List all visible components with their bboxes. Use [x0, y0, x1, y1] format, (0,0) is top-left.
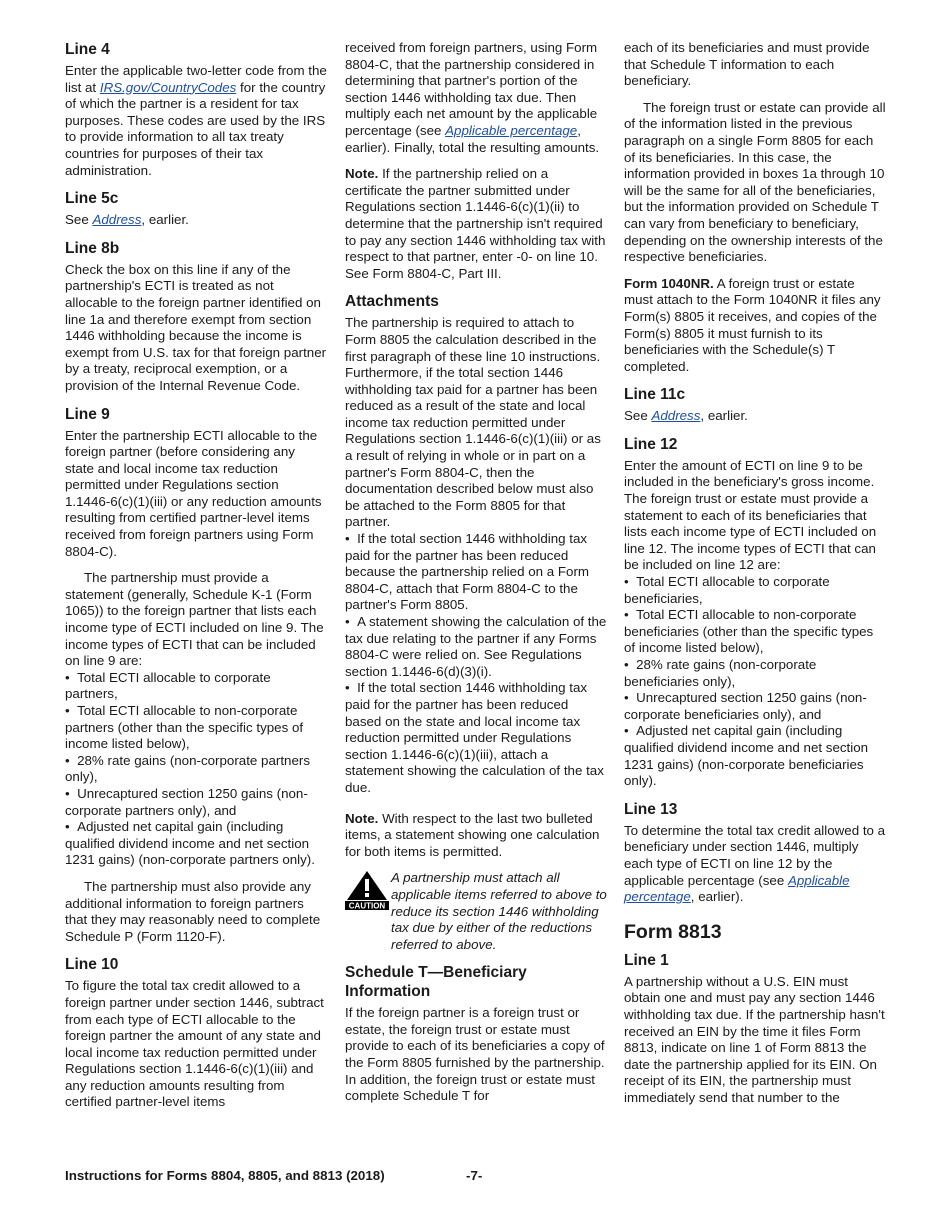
heading-line-9: Line 9	[65, 405, 110, 423]
line-11c-text	[624, 408, 886, 425]
attachments-paragraph-1: The partnership is required to attach to Form 8805 the calculation described in the first paragraph of these line 10 instructions. Furthermore, if the total section 1446 withholding tax paid for a partner has been reduced as a result of the state and local income tax reduction permitted under Regulations section 1.1446-6(c)(1)(iii) or as a result of relying in whole or in part on a partner's Form 8804-C, then the documentation described below must also be attached to the Form 8805 for that partner.	[345, 315, 601, 530]
line-9-bullet: • Adjusted net capital gain (including qualified dividend income and net section 1231 gains) (non-corporate partners only).	[65, 819, 327, 869]
note-1-label: Note.	[345, 166, 379, 182]
line-13-post: , earlier).	[690, 889, 744, 905]
line-12-bullet: • Total ECTI allocable to non-corporate beneficiaries (other than the specific types of income listed below),	[624, 607, 886, 657]
heading-schedule-t: Schedule T—Beneficiary Information	[345, 964, 527, 1001]
line-10-cont-pre: received from foreign partners, using Form 8804-C, that the partnership considered in determining that partner's portion of the section 1446 withholding tax due. Then multiply each net amount by the applicable percentage (see	[345, 40, 598, 138]
line-9-paragraph-3: The partnership must also provide any additional information to foreign partners that they may reasonably need to complete Schedule P (Form 1120-F).	[65, 878, 321, 944]
applicable-percentage-link[interactable]: Applicable percentage	[624, 872, 850, 905]
heading-line-13: Line 13	[624, 800, 678, 818]
heading-form-8813: Form 8813	[624, 920, 722, 943]
note-1	[345, 166, 607, 282]
note-1-text: If the partnership relied on a certificate the partner submitted under Regulations section 1.1446-6(c)(1)(ii) to determine that the partnership isn't required to pay any section 1446 withholding tax with respect to that partner, enter -0- on line 10. See Form 8804-C, Part III.	[345, 166, 606, 281]
page-number: -7-	[466, 1168, 483, 1183]
line-9-bullet: • 28% rate gains (non-corporate partners only),	[65, 753, 327, 786]
schedule-t-paragraph-1: If the foreign partner is a foreign trust or estate, the foreign trust or estate must provide to each of its beneficiaries a copy of the Form 8805 furnished by the partnership. In addition, the foreign trust or estate must complete Schedule T for	[345, 1005, 605, 1104]
heading-form-8813-line-1: Line 1	[624, 951, 669, 969]
heading-line-8b: Line 8b	[65, 239, 120, 257]
form-1040nr-paragraph	[624, 276, 886, 376]
caution-text: A partnership must attach all applicable items referred to above to reduce its section 1446 withholding tax due by either of the reductions referred to above.	[391, 870, 607, 952]
line-8b-text: Check the box on this line if any of the partnership's ECTI is treated as not allocable to the foreign partner identified on line 1a and therefore exempt from section 1446 withholding because the income is exempt from U.S. tax for that foreign partner by a treaty, reciprocal exemption, or a provision of the Internal Revenue Code.	[65, 261, 327, 393]
line-13-pre: To determine the total tax credit allowed to a beneficiary under section 1446, multiply each type of ECTI on line 12 by the applicable percentage (see	[624, 822, 886, 888]
line-9-bullet: • Unrecaptured section 1250 gains (non-corporate partners only), and	[65, 786, 327, 819]
line-9-bullet: • Total ECTI allocable to non-corporate partners (other than the specific types of income listed below),	[65, 703, 327, 753]
line-13-text	[624, 823, 886, 906]
heading-line-5c: Line 5c	[65, 190, 119, 208]
schedule-t-paragraph-2: The foreign trust or estate can provide all of the information listed in the previous paragraph on a single Form 8805 for each of its beneficiaries. In this case, the information provided in boxes 1a through 10 will be the same for all of the beneficiaries, but the information provided on Schedule T can vary from beneficiary to beneficiary, depending on the ownership interests of the respective beneficiaries.	[624, 99, 886, 265]
line-9-paragraph-1: Enter the partnership ECTI allocable to the foreign partner (before considering any state and local income tax reduction permitted under Regulations section 1.1446-6(c)(1)(iii) or any reduction amounts resulting from certified partner-level items received from foreign partners using Form 8804-C).	[65, 427, 322, 559]
address-link[interactable]: Address	[92, 212, 142, 228]
note-2-label: Note.	[345, 810, 379, 826]
schedule-t-continued: each of its beneficiaries and must provide that Schedule T information to each beneficiary.	[624, 40, 870, 89]
caution-icon	[345, 870, 391, 953]
applicable-percentage-link[interactable]: Applicable percentage	[445, 122, 578, 138]
line-9-paragraph-2: The partnership must provide a statement (generally, Schedule K-1 (Form 1065)) to the foreign partner that lists each income type of ECTI included on line 9. The income types of ECTI that can be included on line 9 are:	[65, 570, 324, 669]
line-12-bullet: • Total ECTI allocable to corporate beneficiaries,	[624, 574, 886, 607]
heading-line-10: Line 10	[65, 956, 119, 974]
caution-label: CAUTION	[348, 901, 386, 911]
heading-attachments: Attachments	[345, 293, 439, 311]
line-10-cont-post: , earlier). Finally, total the resulting amounts.	[345, 122, 600, 155]
line-12-bullet: • 28% rate gains (non-corporate beneficiaries only),	[624, 657, 886, 690]
line-11c-pre: See	[624, 408, 652, 424]
footer-title: Instructions for Forms 8804, 8805, and 8813 (2018)	[65, 1168, 385, 1183]
line-12-paragraph-1: Enter the amount of ECTI on line 9 to be included in the beneficiary's gross income. The foreign trust or estate must provide a statement to each of its beneficiaries that lists each income type of ECTI included on line 12. The income types of ECTI that can be included on line 12 are:	[624, 457, 877, 573]
form-1040nr-text: A foreign trust or estate must attach to the Form 1040NR it files any Form(s) 8805 it receives, and copies of the Form(s) 8805 it must furnish to its beneficiaries with the Schedule(s) T completed.	[624, 275, 881, 374]
line-12-bullet: • Adjusted net capital gain (including qualified dividend income and net section 1231 gains) (non-corporate beneficiaries only).	[624, 723, 886, 789]
column-1	[65, 40, 327, 1111]
line-5c-pre: See	[65, 212, 93, 228]
caution-triangle-icon	[345, 870, 389, 910]
country-codes-link[interactable]: IRS.gov/CountryCodes	[99, 79, 237, 95]
line-10-continued	[345, 40, 607, 156]
note-2	[345, 811, 607, 861]
column-2	[345, 40, 607, 1105]
note-2-text: With respect to the last two bulleted items, a statement showing one calculation for both items is permitted.	[345, 810, 600, 859]
line-12-bullet: • Unrecaptured section 1250 gains (non-corporate beneficiaries only), and	[624, 690, 886, 723]
line-5c-post: , earlier.	[141, 212, 189, 228]
column-3	[624, 40, 886, 1106]
line-4-text	[65, 63, 327, 179]
line-4-text-post: for the country of which the partner is a resident for tax purposes. These codes are used by the IRS to provide information to all tax treaty countries for purposes of their tax administration.	[65, 79, 326, 178]
heading-line-12: Line 12	[624, 435, 678, 453]
line-11c-post: , earlier.	[700, 408, 748, 424]
attachments-bullet: • A statement showing the calculation of the tax due relating to the partner if any Forms 8804-C were relied on. See Regulations section 1.1446-6(d)(3)(i).	[345, 614, 607, 680]
line-4-text-pre: Enter the applicable two-letter code from the list at	[65, 63, 327, 95]
line-9-bullet: • Total ECTI allocable to corporate partners,	[65, 670, 327, 703]
heading-line-11c: Line 11c	[624, 386, 686, 404]
line-10-paragraph-1: To figure the total tax credit allowed to a foreign partner under section 1446, subtract from each type of ECTI allocable to the foreign partner the amount of any state and local income tax reduction permitted under Regulations section 1.1446-6(c)(1)(iii) and any reduction amounts resulting from certified partner-level items	[65, 978, 324, 1110]
form-1040nr-label: Form 1040NR.	[624, 275, 714, 291]
address-link[interactable]: Address	[651, 408, 701, 424]
attachments-bullet: • If the total section 1446 withholding tax paid for the partner has been reduced based on the state and local income tax reduction permitted under Regulations section 1.1446-6(c)(1)(iii), attach a statement showing the calculation of the tax due.	[345, 680, 607, 796]
attachments-bullet: • If the total section 1446 withholding tax paid for the partner has been reduced because the partnership relied on a Form 8804-C, attach that Form 8804-C to the partner's Form 8805.	[345, 531, 607, 614]
caution-box	[345, 870, 607, 953]
heading-line-4: Line 4	[65, 41, 110, 58]
line-5c-text	[65, 212, 327, 229]
form-8813-line-1-text: A partnership without a U.S. EIN must obtain one and must pay any section 1446 withholding tax due. If the partnership hasn't received an EIN by the time it files Form 8813, indicate on line 1 of Form 8813 the date the partnership applied for its EIN. On receipt of its EIN, the partnership must immediately send that number to the	[624, 973, 885, 1105]
